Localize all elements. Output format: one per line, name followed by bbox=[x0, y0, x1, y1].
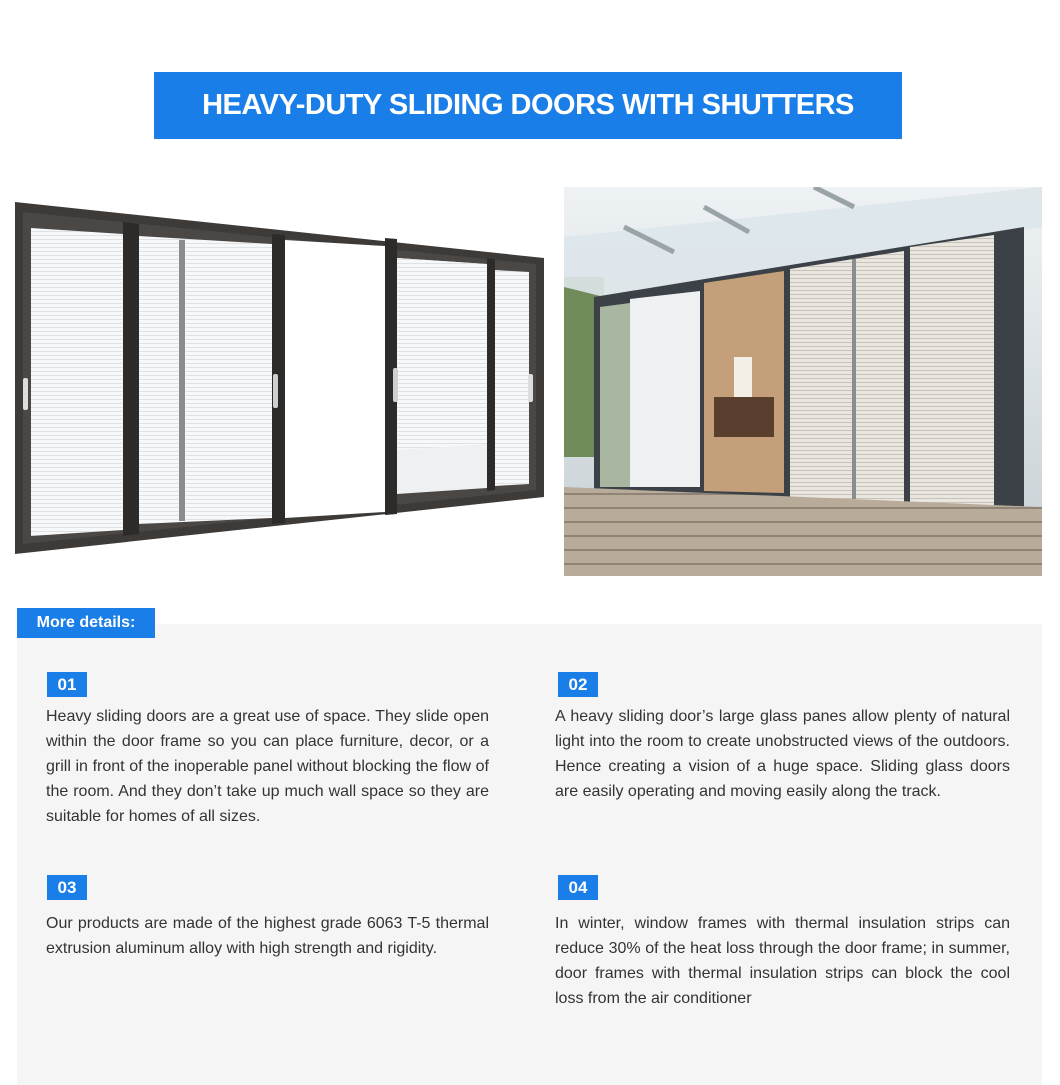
detail-number-03: 03 bbox=[47, 875, 87, 900]
detail-text-03: Our products are made of the highest grade 6063 T-5 thermal extrusion aluminum alloy with high strength and rigidity. bbox=[46, 915, 489, 957]
product-photo-door bbox=[15, 188, 546, 578]
more-details-tab: More details: bbox=[17, 608, 155, 638]
detail-number-01: 01 bbox=[47, 672, 87, 697]
detail-number-02: 02 bbox=[558, 672, 598, 697]
detail-text-02: A heavy sliding door’s large glass panes allow plenty of natural light into the room to create unobstructed views of the outdoors. Hence creating a vision of a huge space. Sliding glass doors are easily operating and moving easily along the track. bbox=[555, 708, 1010, 800]
page-title: HEAVY-DUTY SLIDING DOORS WITH SHUTTERS bbox=[154, 72, 902, 139]
detail-text-04: In winter, window frames with thermal insulation strips can reduce 30% of the heat loss through the door frame; in summer, door frames with thermal insulation strips can block the cool loss from the air conditioner bbox=[555, 915, 1010, 1007]
details-panel bbox=[17, 624, 1042, 1085]
detail-text-01: Heavy sliding doors are a great use of space. They slide open within the door frame so you can place furniture, decor, or a grill in front of the inoperable panel without blocking the flow of the room. And they don’t take up much wall space so they are suitable for homes of all sizes. bbox=[46, 708, 489, 825]
detail-number-04: 04 bbox=[558, 875, 598, 900]
installation-photo-patio bbox=[564, 187, 1042, 576]
